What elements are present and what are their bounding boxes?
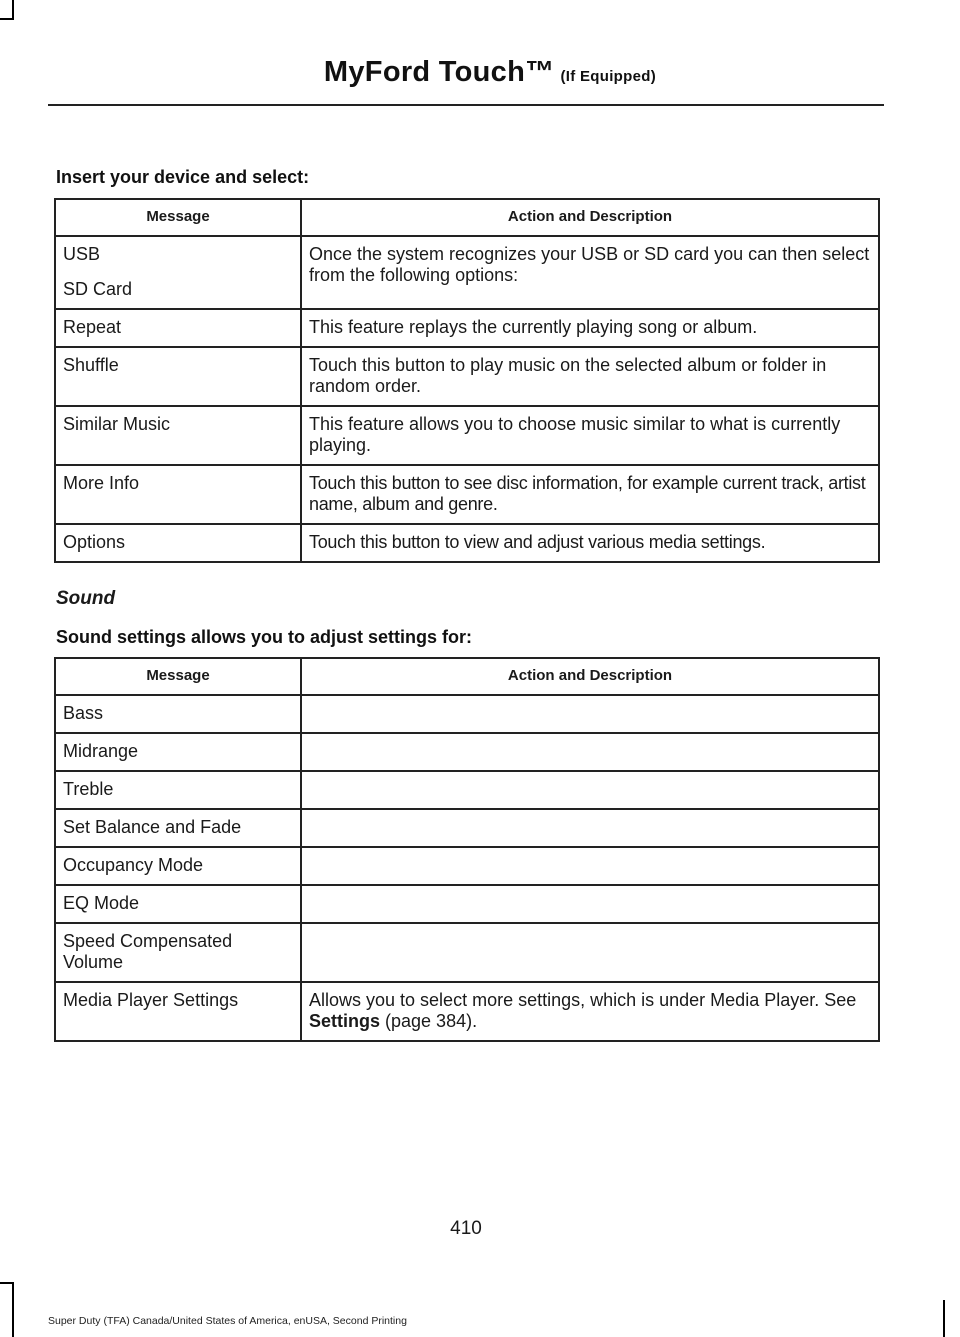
- action-cell: [301, 847, 879, 885]
- sound-settings-table: [54, 657, 880, 1042]
- table-row: [55, 236, 879, 309]
- message-cell: Options: [55, 524, 301, 562]
- column-header-action: Action and Description: [301, 658, 879, 695]
- message-cell: More Info: [55, 465, 301, 524]
- table-row: [55, 771, 879, 809]
- crop-mark: [12, 1282, 14, 1337]
- action-cell: This feature allows you to choose music similar to what is currently playing.: [301, 406, 879, 465]
- header-title-main: MyFord Touch™: [323, 56, 555, 88]
- table-row: [55, 885, 879, 923]
- action-cell: [301, 771, 879, 809]
- header-title-subtitle: (If Equipped): [560, 68, 656, 85]
- message-cell: Similar Music: [55, 406, 301, 465]
- crop-mark: [943, 1300, 945, 1337]
- message-cell: [55, 236, 301, 309]
- table-header-row: [55, 658, 879, 695]
- crop-mark: [0, 18, 14, 20]
- intro-text: Insert your device and select:: [56, 167, 310, 187]
- message-cell: Midrange: [55, 733, 301, 771]
- page-footer: Super Duty (TFA) Canada/United States of America, enUSA, Second Printing: [48, 1315, 407, 1327]
- crop-mark: [12, 0, 14, 18]
- message-text: SD Card: [63, 279, 133, 299]
- header-divider: [48, 104, 884, 106]
- action-cell: [301, 733, 879, 771]
- action-text: (page 384).: [380, 1011, 478, 1031]
- table-row: [55, 524, 879, 562]
- action-cell: Touch this button to play music on the selected album or folder in random order.: [301, 347, 879, 406]
- table-row: [55, 923, 879, 982]
- message-cell: Bass: [55, 695, 301, 733]
- table-row: [55, 406, 879, 465]
- section-heading-sound: Sound: [56, 588, 116, 609]
- table-row: [55, 695, 879, 733]
- message-cell: EQ Mode: [55, 885, 301, 923]
- message-cell: Repeat: [55, 309, 301, 347]
- action-cell: Touch this button to see disc information, for example current track, artist name, album and genre.: [301, 465, 879, 524]
- message-cell: Media Player Settings: [55, 982, 301, 1041]
- message-cell: Set Balance and Fade: [55, 809, 301, 847]
- action-cell: [301, 695, 879, 733]
- action-cell: [301, 885, 879, 923]
- settings-link[interactable]: Settings: [309, 1011, 381, 1031]
- action-cell: This feature replays the currently playing song or album.: [301, 309, 879, 347]
- crop-mark: [0, 1282, 14, 1284]
- message-cell: Shuffle: [55, 347, 301, 406]
- action-text: Allows you to select more settings, which is under Media Player. See: [309, 990, 857, 1010]
- table-header-row: [55, 199, 879, 236]
- page-header-title: [324, 56, 656, 89]
- action-cell: Touch this button to view and adjust various media settings.: [301, 524, 879, 562]
- action-cell: [301, 923, 879, 982]
- table-row: [55, 347, 879, 406]
- table-row: [55, 465, 879, 524]
- table-row: [55, 733, 879, 771]
- table-row: [55, 309, 879, 347]
- action-cell: Once the system recognizes your USB or SD card you can then select from the following options:: [301, 236, 879, 309]
- action-cell: [301, 809, 879, 847]
- table-row: [55, 847, 879, 885]
- table-row: [55, 809, 879, 847]
- column-header-action: Action and Description: [301, 199, 879, 236]
- column-header-message: Message: [55, 658, 301, 695]
- message-text: USB: [63, 244, 101, 264]
- message-cell: Occupancy Mode: [55, 847, 301, 885]
- table-row: [55, 982, 879, 1041]
- message-cell: Treble: [55, 771, 301, 809]
- media-options-table: [54, 198, 880, 563]
- action-cell: [301, 982, 879, 1041]
- column-header-message: Message: [55, 199, 301, 236]
- sound-intro-text: Sound settings allows you to adjust settings for:: [56, 627, 473, 647]
- page-number: 410: [450, 1218, 482, 1239]
- message-cell: Speed Compensated Volume: [55, 923, 301, 982]
